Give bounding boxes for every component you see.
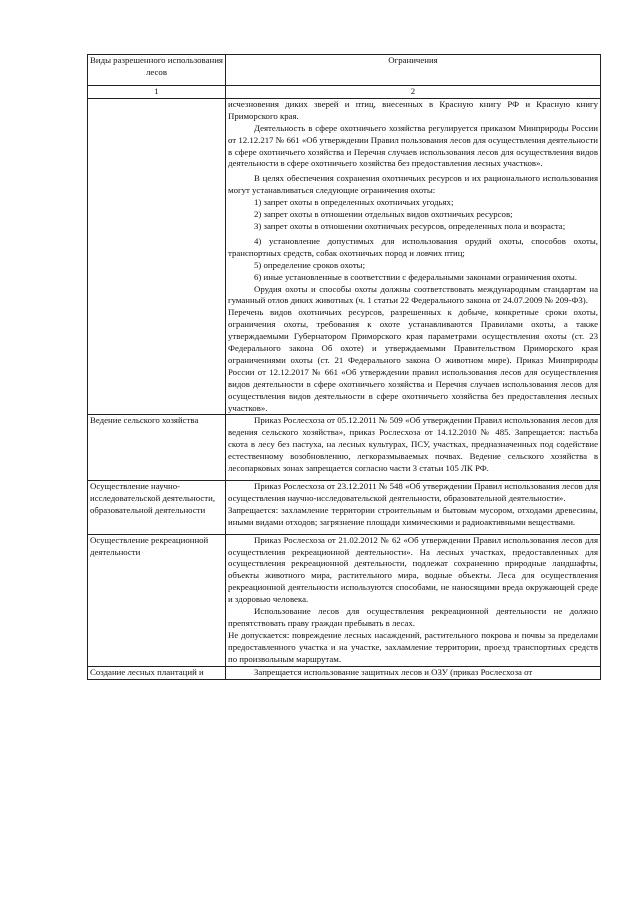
- table-header-row: [88, 55, 601, 86]
- restrictions-cell: [226, 666, 601, 679]
- paragraph: Приказ Рослесхоза от 21.02.2012 № 62 «Об утверждении Правил использования лесов для осуществления рекреационной деятельности». На лесных участках, предоставленных для осуществления рекреационной деятельности, подлежат сохранению природные ландшафты, объекты животного мира, растительного мира, водные объекты. Леса для осуществления рекреационной деятельности используются способами, не наносящими вреда окружающей среде и здоровью человека.: [228, 534, 598, 605]
- column-number-2: 2: [226, 86, 601, 99]
- document-page: [87, 54, 600, 680]
- paragraph: Орудия охоты и способы охоты должны соответствовать международным стандартам на гуманный отлов диких животных (ч. 1 статьи 22 Федерального закона от 24.07.2009 № 209-ФЗ).: [228, 283, 598, 306]
- table-row: [88, 98, 601, 415]
- use-type-cell: [88, 98, 226, 415]
- list-item: 2) запрет охоты в отношении отдельных видов охотничьих ресурсов;: [254, 209, 513, 220]
- list-item: 3) запрет охоты в отношении охотничьих ресурсов, определенных пола и возраста;: [254, 220, 566, 231]
- paragraph: Запрещается: захламление территории строительным и бытовым мусором, отходами древесины, иными видами отходов; загрязнение площади химическими и радиоактивными веществами.: [228, 504, 598, 527]
- paragraph: Запрещается использование защитных лесов и ОЗУ (приказ Рослесхоза от: [254, 666, 533, 677]
- column-number-1: 1: [88, 86, 226, 99]
- table-row: [88, 666, 601, 679]
- paragraph: В целях обеспечения сохранения охотничьих ресурсов и их рационального использования могут устанавливаться следующие ограничения охоты:: [228, 173, 598, 196]
- paragraph: Не допускается: повреждение лесных насаждений, растительного покрова и почвы за пределами предоставленного участка и на участке, захламление территории, проезд транспортных средств по произвольным маршрутам.: [228, 629, 598, 664]
- paragraph: исчезновения диких зверей и птиц, внесенных в Красную книгу РФ и Красную книгу Приморского края.: [228, 98, 598, 121]
- use-type-cell: Создание лесных плантаций и: [88, 666, 226, 679]
- restrictions-cell: [226, 481, 601, 535]
- restrictions-cell: [226, 98, 601, 415]
- restrictions-cell: [226, 534, 601, 666]
- use-type-cell: Ведение сельского хозяйства: [88, 415, 226, 481]
- column-number-row: [88, 86, 601, 99]
- list-item: 4) установление допустимых для использования орудий охоты, способов охоты, транспортных средств, собак охотничьих пород и ловчих птиц;: [228, 235, 598, 258]
- table-row: [88, 415, 601, 481]
- header-cell-restrictions: Ограничения: [226, 55, 601, 86]
- table-row: [88, 534, 601, 666]
- list-item: 6) иные установленные в соответствии с федеральными законами ограничения охоты.: [254, 271, 577, 282]
- list-item: 1) запрет охоты в определенных охотничьих угодьях;: [254, 197, 454, 208]
- forest-use-restrictions-table: [87, 54, 601, 680]
- header-cell-types: Виды разрешенного использования лесов: [88, 55, 226, 86]
- paragraph: Приказ Рослесхоза от 23.12.2011 № 548 «Об утверждении Правил использования лесов для осуществления научно-исследовательской деятельности, образовательной деятельности».: [228, 481, 598, 503]
- restrictions-cell: [226, 415, 601, 481]
- use-type-cell: Осуществление научно-исследовательской деятельности, образовательной деятельности: [88, 481, 226, 535]
- paragraph: Деятельность в сфере охотничьего хозяйства регулируется приказом Минприроды России от 12.12.217 № 661 «Об утверждении Правил пользования лесов для осуществления деятельности в сфере охотничьего хозяйства и Перечня случаев использования лесов для осуществления видов деятельности в сфере охотничьего хозяйства без предоставления лесных участков».: [228, 122, 598, 169]
- paragraph: Перечень видов охотничьих ресурсов, разрешенных к добыче, конкретные сроки охоты, ограничения охоты, требования к охоте устанавливаются Правилами охоты, а также утверждаемыми Губернатором Приморского края параметрами осуществления охоты (ст. 23 Федерального закона Об охоте) и утверждаемыми Правительством Приморского края ограничениями охоты (ст. 21 Федерального закона О животном мире). Приказ Минприроды России от 12.12.2017 № 661 «Об утверждении правил использования лесов для осуществления видов деятельности в сфере охотничьего хозяйства и Перечня случаев использования лесов для осуществления видов деятельности в сфере охотничьего хозяйства без предоставления лесных участков».: [228, 307, 598, 413]
- paragraph: Использование лесов для осуществления рекреационной деятельности не должно препятствовать праву граждан пребывать в лесах.: [228, 606, 598, 628]
- table-row: [88, 481, 601, 535]
- paragraph: Приказ Рослесхоза от 05.12.2011 № 509 «Об утверждении Правил использования лесов для ведения сельского хозяйства», приказ Рослесхоза от 14.12.2010 № 485. Запрещается: пастьба скота в лесу без пастуха, на лесных культурах, ПСУ, участках, предназначенных под содействие естественному возобновлению, легкоразмываемых почвах. Ведение сельского хозяйства в лесопарковых зонах запрещается согласно части 3 статьи 105 ЛК РФ.: [228, 415, 598, 474]
- list-item: 5) определение сроков охоты;: [254, 259, 366, 270]
- use-type-cell: Осуществление рекреационной деятельности: [88, 534, 226, 666]
